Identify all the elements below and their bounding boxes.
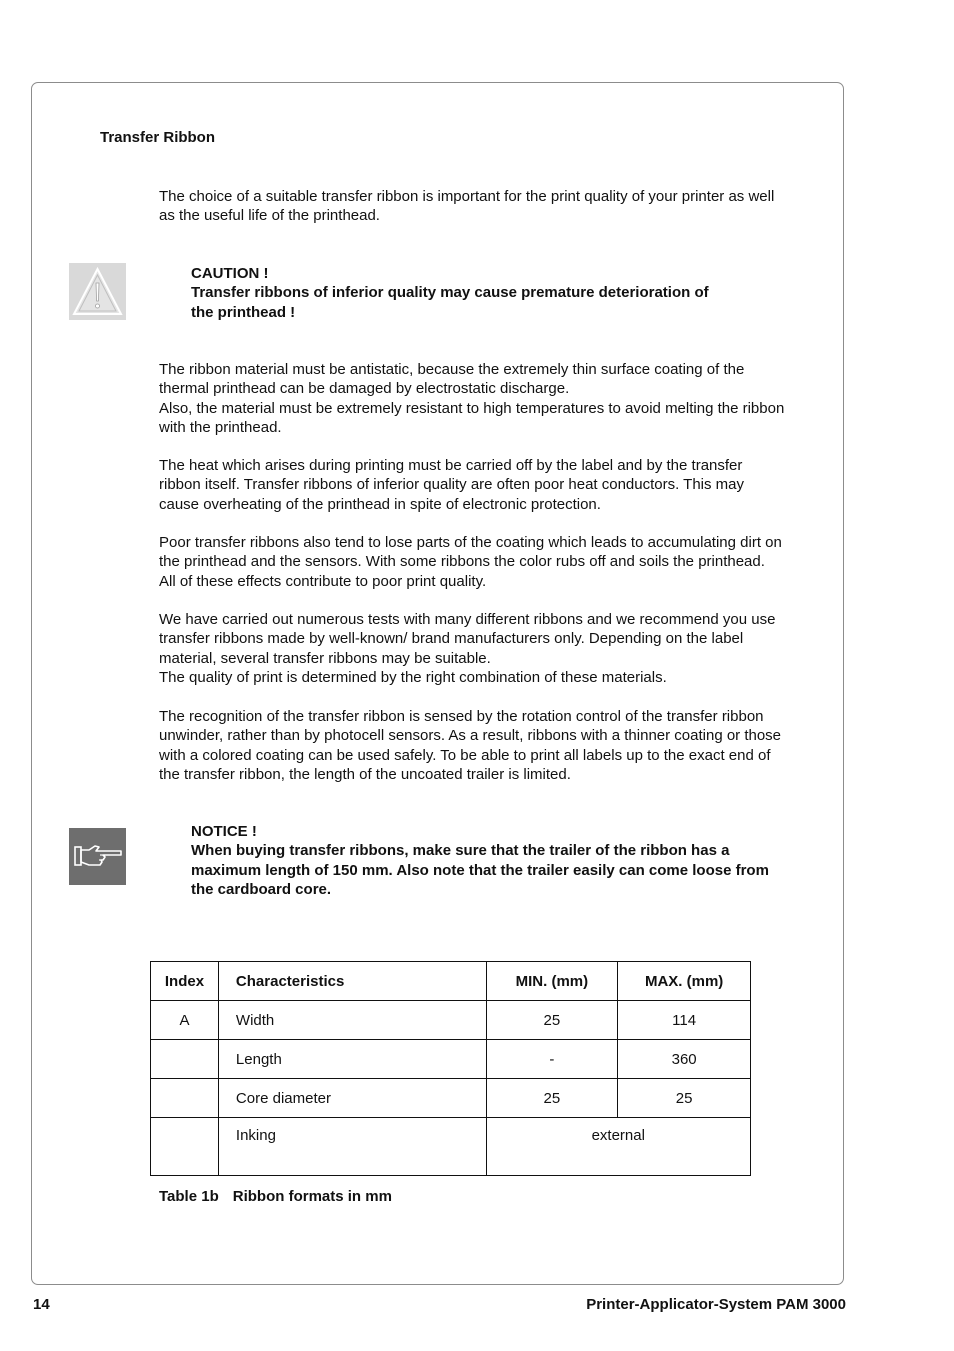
table-caption: [159, 1188, 392, 1205]
notice-title: NOTICE !: [191, 823, 257, 840]
paragraph-line: with the printhead.: [159, 419, 282, 437]
notice-line: When buying transfer ribbons, make sure that the trailer of the ribbon has a: [191, 842, 730, 860]
caption-text: Ribbon formats in mm: [232, 1188, 392, 1205]
paragraph-line: transfer ribbons made by well-known/ brand manufacturers only. Depending on the label: [159, 630, 744, 648]
intro-line: as the useful life of the printhead.: [159, 207, 380, 225]
caution-title: CAUTION !: [191, 265, 269, 282]
paragraph-line: the transfer ribbon, the length of the uncoated trailer is limited.: [159, 766, 571, 784]
intro-paragraph: [159, 187, 827, 226]
paragraph-tests: [159, 610, 827, 688]
paragraph-coating: [159, 533, 827, 591]
paragraph-line: material, several transfer ribbons may be suitable.: [159, 649, 491, 667]
paragraph-line: The quality of print is determined by the right combination of these materials.: [159, 669, 667, 687]
paragraph-line: The heat which arises during printing must be carried off by the label and by the transfer: [159, 457, 743, 474]
paragraph-line: the printhead and the sensors. With some ribbons the color rubs off and soils the printhead.: [159, 553, 765, 571]
cell-characteristic: Core diameter: [218, 1079, 486, 1118]
paragraph-line: unwinder, rather than by photocell sensors. As a result, ribbons with a thinner coating or those: [159, 727, 782, 745]
cell-max: 25: [618, 1079, 751, 1118]
table-row: [151, 1118, 751, 1176]
table-row: [151, 1001, 751, 1040]
cell-index: [151, 1118, 219, 1176]
caution-line: Transfer ribbons of inferior quality may cause premature deterioration of: [191, 284, 709, 302]
caution-block: [191, 264, 709, 322]
notice-block: [191, 822, 769, 900]
table-header-row: [151, 962, 751, 1001]
paragraph-line: We have carried out numerous tests with many different ribbons and we recommend you use: [159, 611, 776, 628]
header-min: MIN. (mm): [486, 962, 618, 1001]
cell-index: [151, 1079, 219, 1118]
paragraph-line: Also, the material must be extremely resistant to high temperatures to avoid melting the ribbon: [159, 399, 785, 417]
pointing-hand-icon: [69, 828, 126, 885]
cell-index: [151, 1040, 219, 1079]
paragraph-line: cause overheating of the printhead in spite of electronic protection.: [159, 495, 601, 513]
cell-min: 25: [486, 1079, 618, 1118]
cell-characteristic: Length: [218, 1040, 486, 1079]
page-number: 14: [33, 1296, 50, 1313]
notice-line: the cardboard core.: [191, 881, 332, 899]
cell-max: 114: [618, 1001, 751, 1040]
paragraph-antistatic: [159, 360, 827, 438]
cell-inking-value: external: [486, 1118, 750, 1176]
paragraph-recognition: [159, 707, 827, 785]
warning-triangle-icon: [69, 263, 126, 320]
cell-max: 360: [618, 1040, 751, 1079]
ribbon-formats-table: [150, 961, 751, 1176]
paragraph-line: with a colored coating can be used safely. To be able to print all labels up to the exact end of: [159, 746, 771, 764]
cell-min: -: [486, 1040, 618, 1079]
header-index: Index: [151, 962, 219, 1001]
cell-index: A: [151, 1001, 219, 1040]
paragraph-line: thermal printhead can be damaged by electrostatic discharge.: [159, 380, 570, 398]
table-row: [151, 1079, 751, 1118]
paragraph-line: ribbon itself. Transfer ribbons of inferior quality are often poor heat conductors. This may: [159, 476, 745, 494]
paragraph-heat: [159, 456, 827, 514]
paragraph-line: Poor transfer ribbons also tend to lose parts of the coating which leads to accumulating dirt on: [159, 534, 782, 551]
header-max: MAX. (mm): [618, 962, 751, 1001]
cell-characteristic: Inking: [218, 1118, 486, 1176]
paragraph-line: The ribbon material must be antistatic, because the extremely thin surface coating of the: [159, 361, 745, 378]
intro-line: The choice of a suitable transfer ribbon is important for the print quality of your printer as well: [159, 188, 775, 205]
header-characteristics: Characteristics: [218, 962, 486, 1001]
notice-line: maximum length of 150 mm. Also note that the trailer easily can come loose from: [191, 861, 769, 879]
table-row: [151, 1040, 751, 1079]
paragraph-line: All of these effects contribute to poor print quality.: [159, 572, 487, 590]
paragraph-line: The recognition of the transfer ribbon is sensed by the rotation control of the transfer ribbon: [159, 708, 764, 725]
caution-line: the printhead !: [191, 303, 296, 321]
cell-characteristic: Width: [218, 1001, 486, 1040]
caption-label: Table 1b: [159, 1188, 219, 1205]
section-title: Transfer Ribbon: [100, 129, 216, 146]
footer-product-name: Printer-Applicator-System PAM 3000: [586, 1296, 846, 1313]
cell-min: 25: [486, 1001, 618, 1040]
